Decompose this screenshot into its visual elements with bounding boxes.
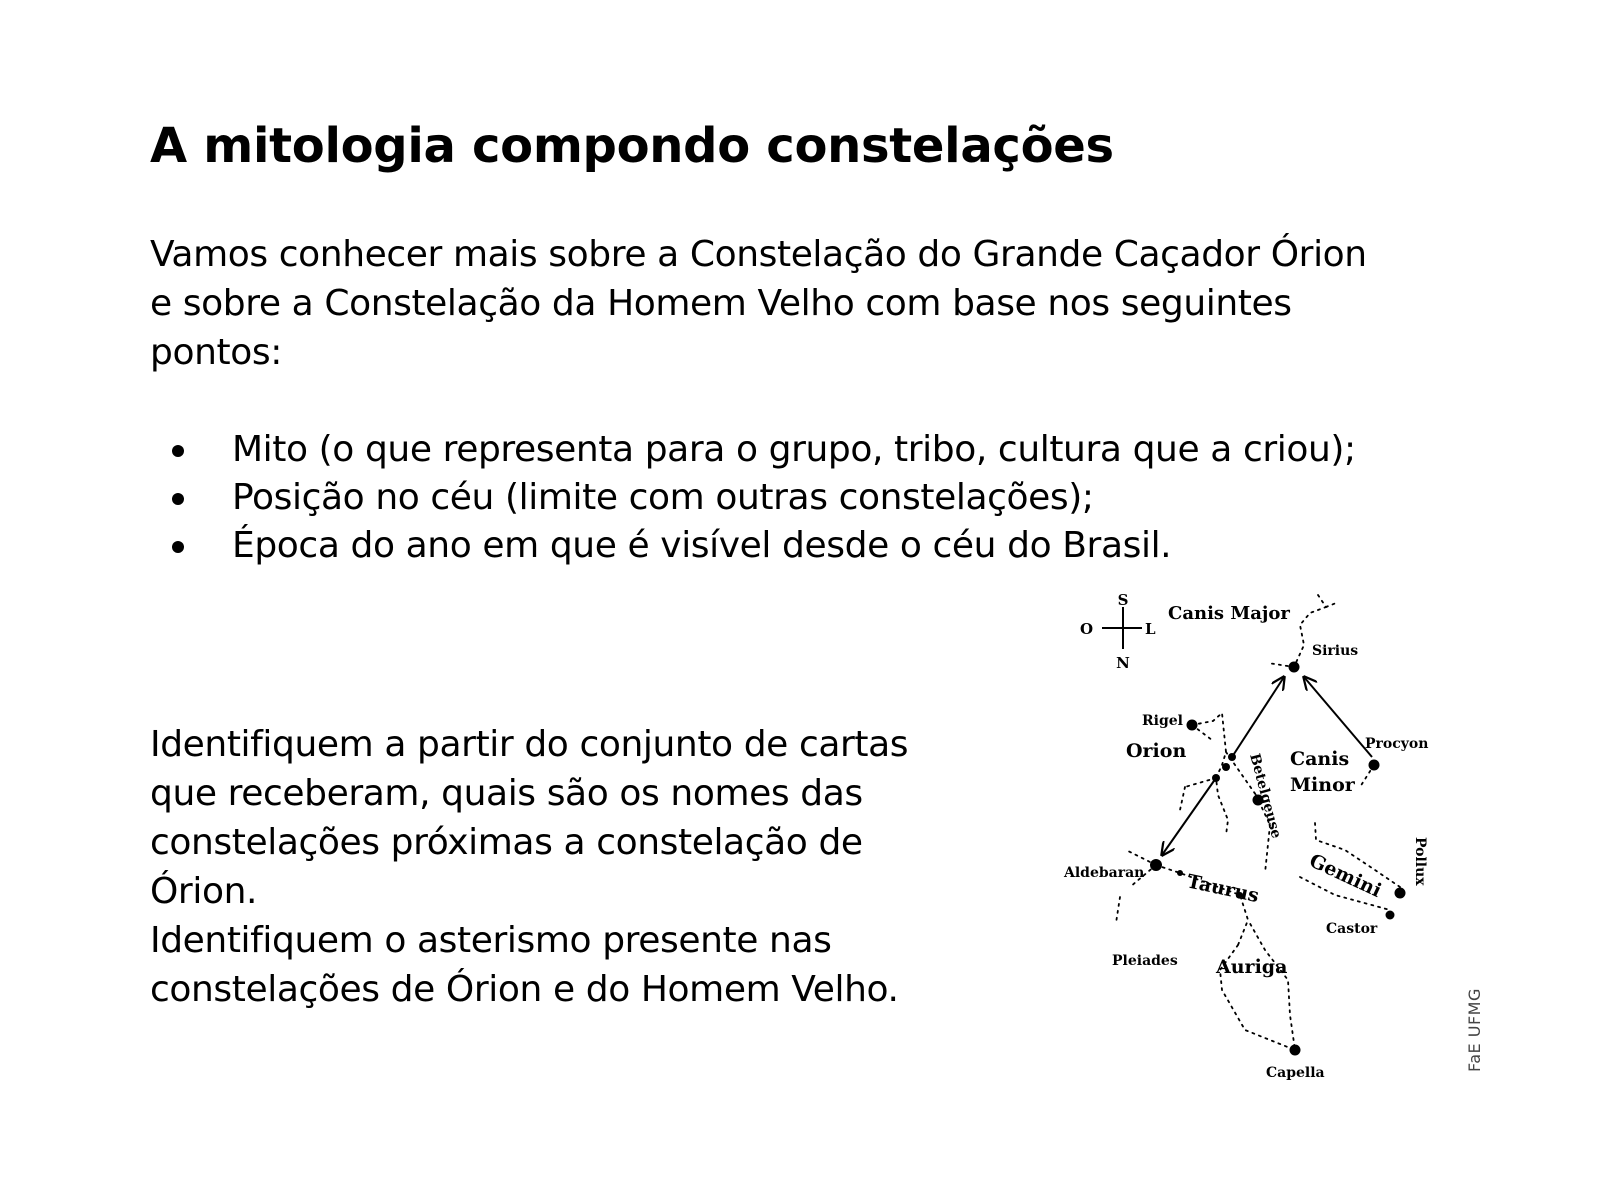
intro-line: pontos: [150, 332, 282, 373]
list-item-myth: Mito (o que representa para o grupo, tribo, cultura que a criou); [150, 426, 1356, 474]
star-map-figure [1064, 591, 1460, 1115]
label-procyon: Procyon [1365, 736, 1429, 752]
task-line: Órion. [150, 871, 258, 912]
star-orion-belt [1222, 763, 1230, 771]
star-orion-belt [1228, 753, 1236, 761]
constellation-lines [1116, 595, 1400, 1050]
star-pollux [1395, 888, 1406, 899]
label-rigel: Rigel [1142, 713, 1183, 729]
label-pleiades: Pleiades [1112, 953, 1178, 969]
compass-rose [1080, 591, 1156, 672]
task-line: Identifiquem a partir do conjunto de cartas [150, 724, 909, 765]
label-orion: Orion [1126, 740, 1187, 762]
label-canis-major: Canis Major [1168, 603, 1290, 624]
star-castor [1386, 911, 1395, 920]
label-aldebaran: Aldebaran [1064, 865, 1145, 881]
task-line: que receberam, quais são os nomes das [150, 773, 863, 814]
label-betelgeuse: Betelgeuse [1246, 751, 1285, 841]
label-castor: Castor [1326, 921, 1378, 937]
star-taurus [1177, 870, 1183, 876]
points-list [150, 426, 1356, 570]
compass-east-label: L [1145, 620, 1156, 638]
label-canis-minor-line1: Canis [1290, 748, 1350, 770]
compass-south-label: S [1117, 591, 1129, 609]
task-line: constelações próximas a constelação de [150, 822, 863, 863]
list-item-season: Época do ano em que é visível desde o céu do Brasil. [150, 522, 1356, 570]
star-capella [1290, 1045, 1301, 1056]
intro-line: e sobre a Constelação da Homem Velho com base nos seguintes [150, 283, 1292, 324]
star-labels [1063, 603, 1428, 1081]
label-auriga: Auriga [1216, 956, 1288, 978]
star-aldebaran [1150, 859, 1162, 871]
image-credit: FaE UFMG [1465, 988, 1484, 1072]
task-line: constelações de Órion e do Homem Velho. [150, 969, 899, 1010]
task-line: Identifiquem o asterismo presente nas [150, 920, 832, 961]
list-item-position: Posição no céu (limite com outras constelações); [150, 474, 1356, 522]
label-sirius: Sirius [1312, 643, 1359, 659]
label-capella: Capella [1266, 1065, 1325, 1081]
compass-west-label: O [1080, 620, 1094, 638]
compass-north-label: N [1116, 654, 1130, 672]
label-taurus: Taurus [1184, 870, 1261, 908]
task-paragraph [150, 720, 980, 1014]
star-sirius [1289, 662, 1300, 673]
star-orion-belt [1212, 774, 1220, 782]
star-rigel [1187, 720, 1198, 731]
star-procyon [1369, 760, 1380, 771]
stars [1150, 662, 1406, 1056]
slide-title: A mitologia compondo constelações [150, 118, 1114, 174]
label-pollux: Pollux [1412, 837, 1428, 886]
label-canis-minor-line2: Minor [1290, 774, 1355, 796]
intro-paragraph [150, 230, 1470, 377]
intro-line: Vamos conhecer mais sobre a Constelação do Grande Caçador Órion [150, 234, 1367, 275]
label-gemini: Gemini [1305, 849, 1385, 902]
